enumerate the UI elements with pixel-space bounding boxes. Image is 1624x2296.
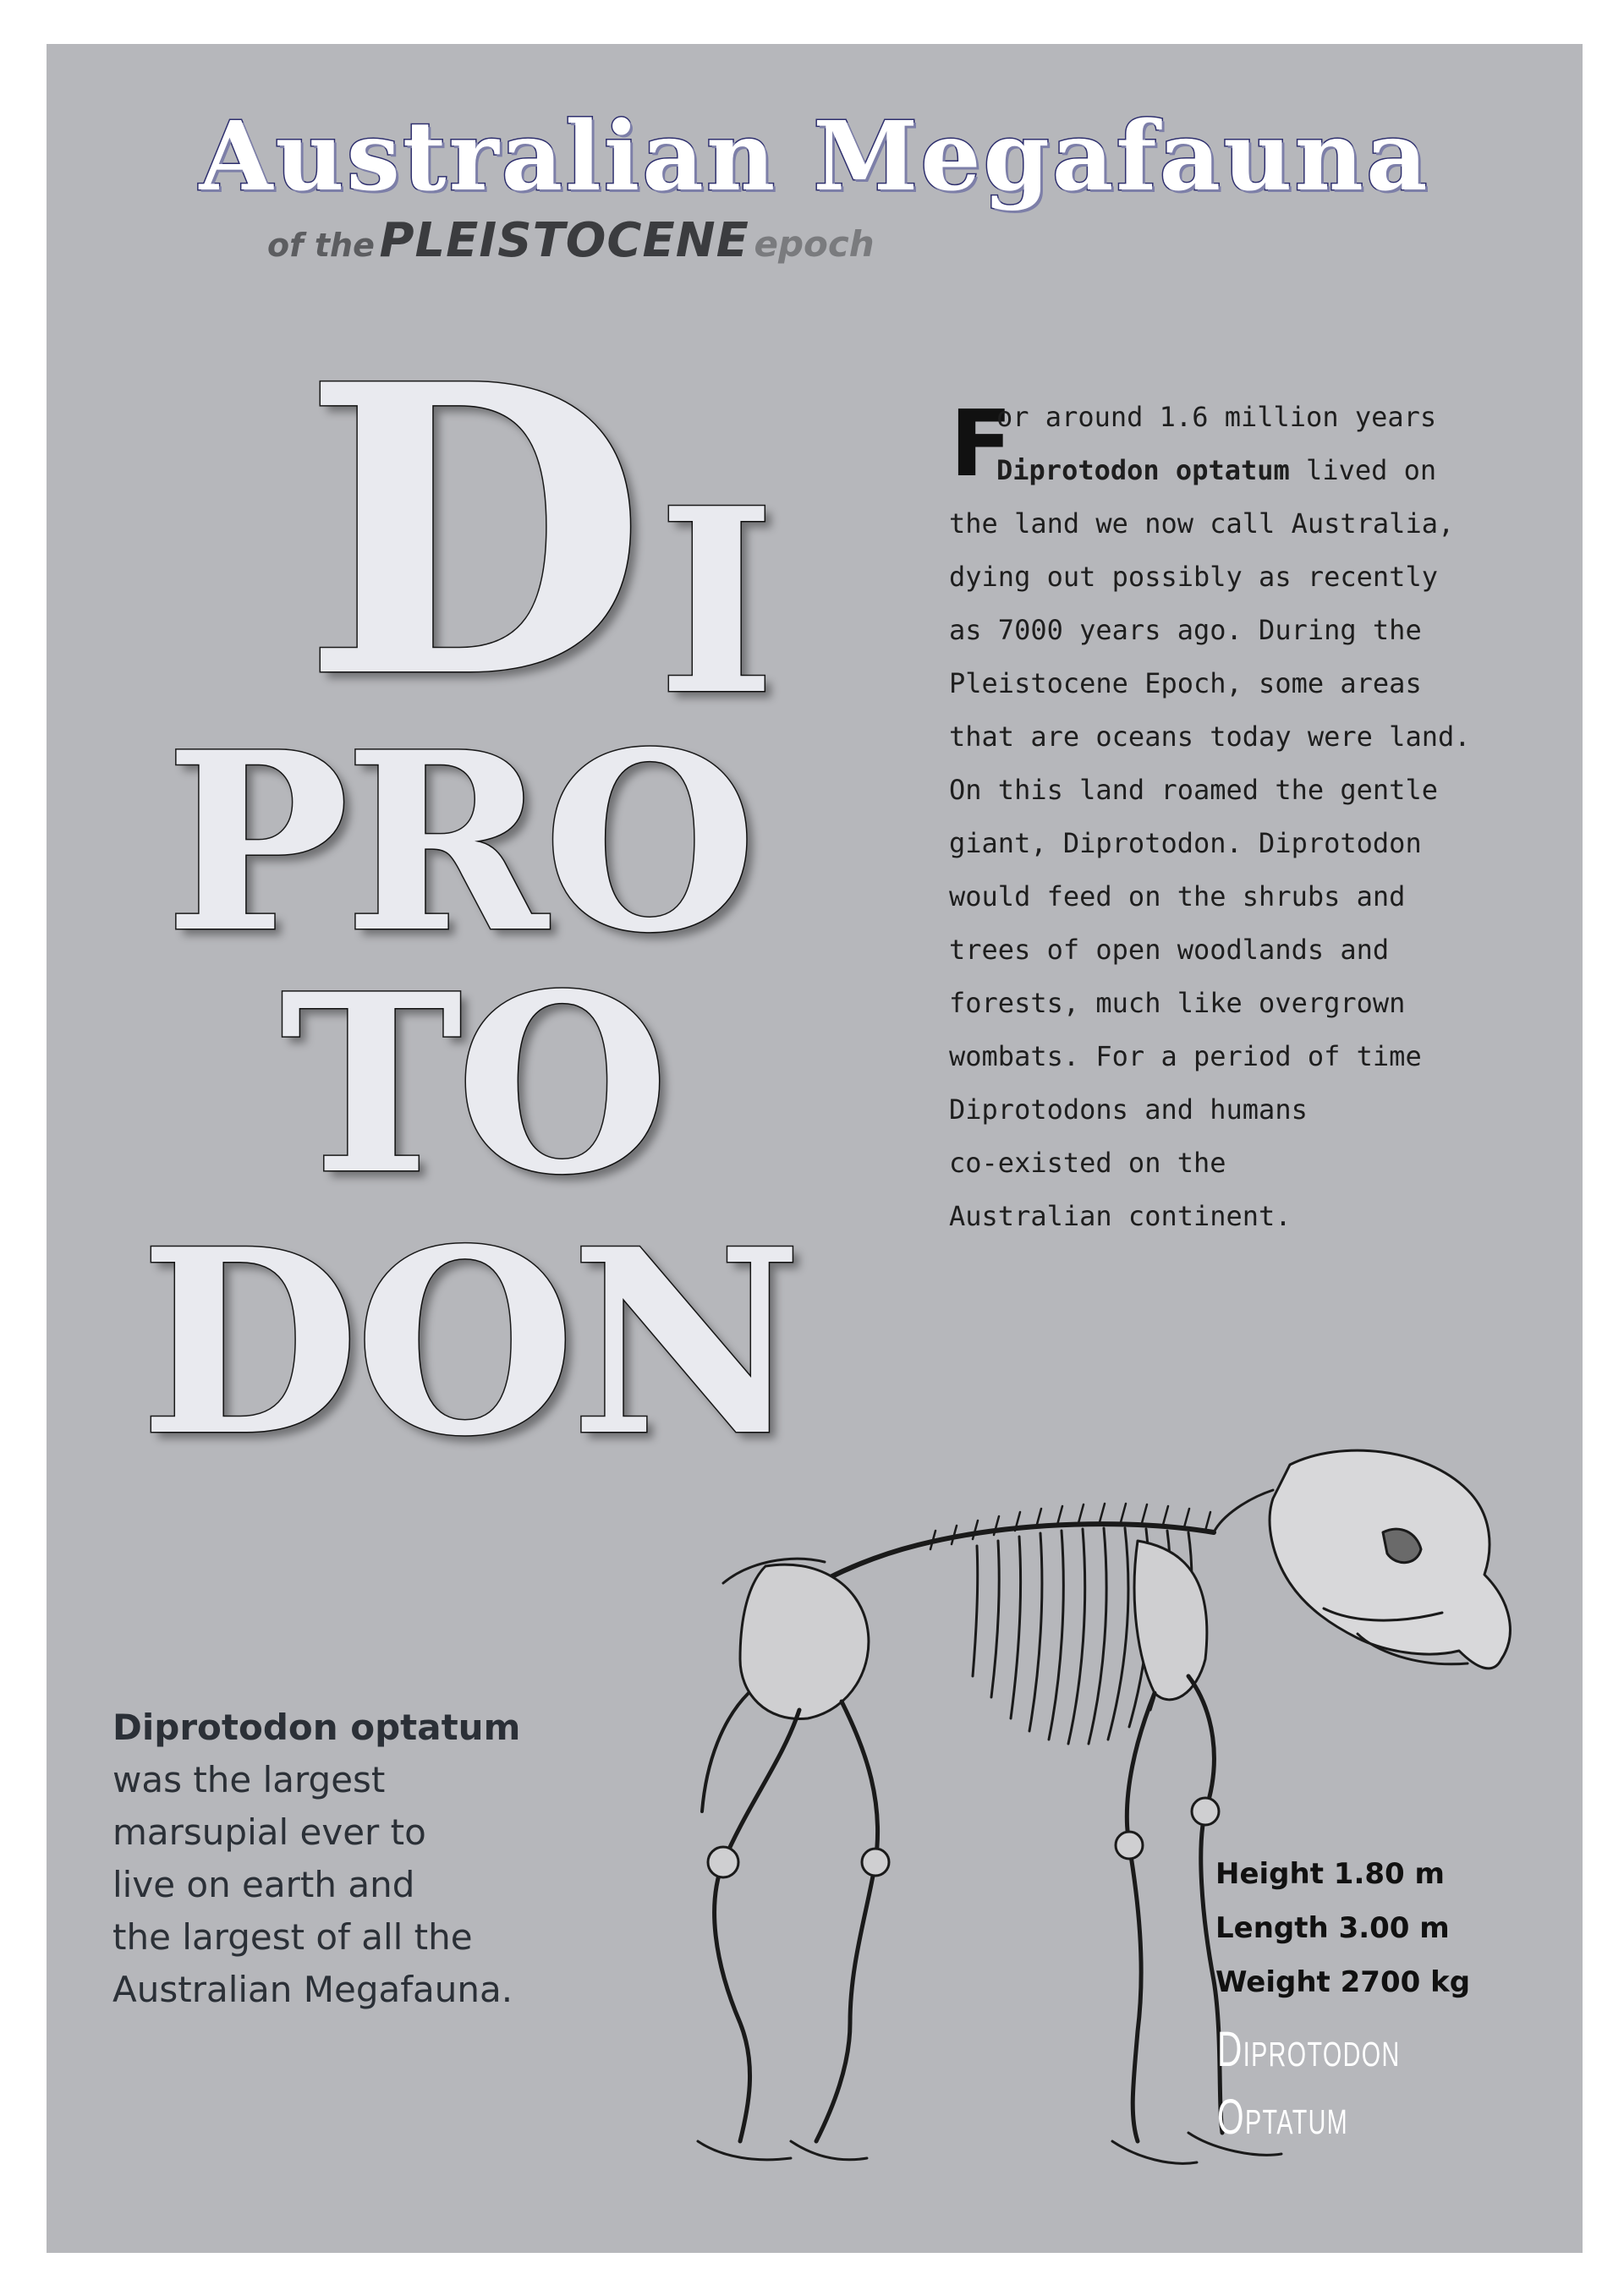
- caption-line: live on earth and: [112, 1864, 415, 1905]
- stats-block: [1215, 1847, 1470, 2009]
- description-line: trees of open woodlands and: [949, 934, 1390, 966]
- big-word-don: DON: [140, 1193, 798, 1492]
- poster-subtitle: [267, 213, 875, 268]
- description-paragraph: [949, 391, 1490, 1243]
- caption-text: [112, 1701, 620, 2016]
- description-line: dying out possibly as recently: [949, 561, 1438, 593]
- description-line: Diprotodons and humans: [949, 1093, 1308, 1126]
- subtitle-main: PLEISTOCENE: [379, 213, 749, 268]
- poster: [47, 44, 1583, 2253]
- big-word-to: TO: [280, 941, 663, 1229]
- description-line: or around 1.6 million years: [996, 401, 1437, 433]
- species-name-bold: Diprotodon optatum: [996, 454, 1290, 486]
- description-line: wombats. For a period of time: [949, 1040, 1422, 1072]
- subtitle-pre: of the: [267, 227, 375, 264]
- big-letter-d: D: [302, 299, 647, 765]
- scientific-name-genus: Diprotodon: [1217, 2022, 1401, 2077]
- description-line: giant, Diprotodon. Diprotodon: [949, 827, 1422, 859]
- caption-line: Australian Megafauna.: [112, 1969, 513, 2010]
- description-line: Pleistocene Epoch, some areas: [949, 667, 1422, 699]
- caption-line: the largest of all the: [112, 1916, 473, 1958]
- drop-cap: F: [950, 392, 1012, 497]
- stat-length: Length 3.00 m: [1215, 1911, 1450, 1945]
- description-line: the land we now call Australia,: [949, 507, 1455, 540]
- description-line: On this land roamed the gentle: [949, 774, 1438, 806]
- description-line: Australian continent.: [949, 1200, 1292, 1232]
- description-line: that are oceans today were land.: [949, 721, 1471, 753]
- poster-title: Australian Megafauna: [199, 101, 1430, 212]
- skeleton-illustration: [546, 1439, 1577, 2251]
- caption-bold: Diprotodon optatum: [112, 1707, 521, 1748]
- scientific-name: [1217, 2016, 1401, 2151]
- description-line-rest: lived on: [1289, 454, 1437, 486]
- description-line: [949, 444, 1490, 497]
- scientific-name-species: Optatum: [1217, 2090, 1349, 2145]
- big-word-pro: PRO: [165, 699, 752, 987]
- subtitle-post: epoch: [754, 223, 875, 265]
- caption-line: was the largest: [112, 1759, 386, 1800]
- description-line: co-existed on the: [949, 1147, 1226, 1179]
- big-letter-i: I: [657, 452, 776, 751]
- stat-weight: Weight 2700 kg: [1215, 1965, 1471, 1999]
- description-line: forests, much like overgrown: [949, 987, 1406, 1019]
- caption-line: marsupial ever to: [112, 1811, 426, 1853]
- description-line: would feed on the shrubs and: [949, 880, 1406, 912]
- stat-height: Height 1.80 m: [1215, 1857, 1445, 1891]
- description-line: as 7000 years ago. During the: [949, 614, 1422, 646]
